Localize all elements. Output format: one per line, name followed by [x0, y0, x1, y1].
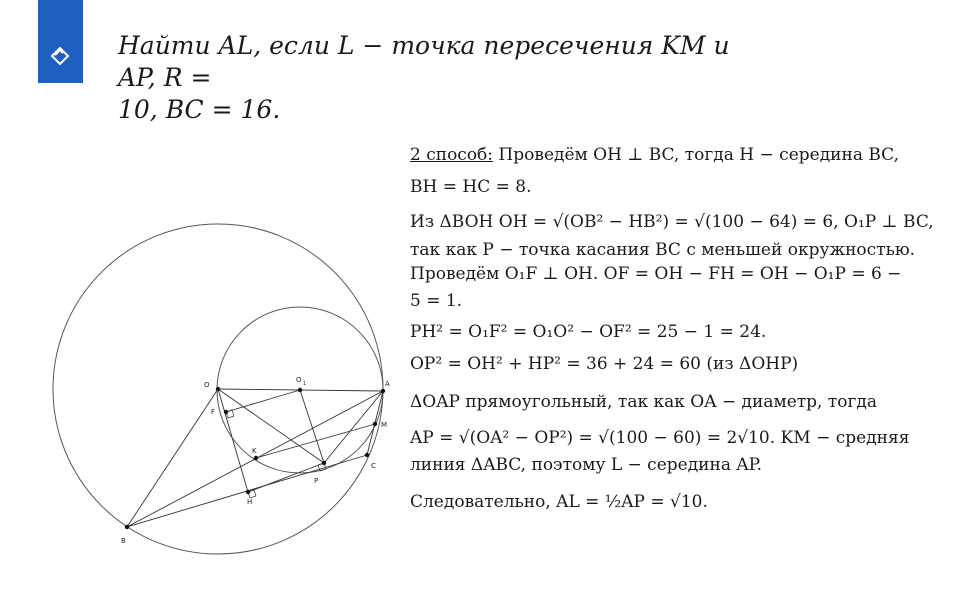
segment-O1P: [300, 390, 324, 463]
method-label: 2 способ:: [410, 145, 494, 165]
segment-O1F: [226, 390, 300, 412]
point-O1: [298, 388, 302, 392]
label-O1: O: [296, 376, 302, 384]
title-line-1: Найти AL, если L − точка пересечения KM и AP, R =: [118, 31, 730, 92]
solution-line-4: так как P − точка касания BC с меньшей окружностью.: [410, 240, 916, 260]
label-P: P: [314, 477, 319, 485]
solution-line-1-rest: Проведём OH ⊥ BC, тогда H − середина BC,: [493, 145, 899, 165]
point-F: [224, 410, 228, 414]
label-A: A: [385, 380, 390, 388]
solution-line-7: PH² = O₁F² = O₁O² − OF² = 25 − 1 = 24.: [410, 322, 767, 342]
label-O: O: [204, 381, 210, 389]
segment-OP: [218, 389, 324, 463]
geometry-diagram: [0, 0, 400, 600]
solution-line-5: Проведём O₁F ⊥ OH. OF = OH − FH = OH − O₁P = 6 −: [410, 264, 902, 284]
point-A: [381, 389, 385, 393]
label-C: C: [371, 462, 376, 470]
solution-line-11: линия ΔABC, поэтому L − середина AP.: [410, 455, 763, 475]
solution-line-12: Следовательно, AL = ½AP = √10.: [410, 492, 708, 512]
point-P: [322, 461, 326, 465]
solution-line-10: AP = √(OA² − OP²) = √(100 − 60) = 2√10. KM − средняя: [410, 428, 910, 448]
segment-OB: [127, 389, 218, 527]
label-H: H: [247, 498, 253, 506]
point-C: [365, 453, 369, 457]
label-B: B: [121, 537, 126, 545]
label-M: M: [381, 421, 388, 429]
point-O: [216, 387, 220, 391]
solution-line-9: ΔOAP прямоугольный, так как OA − диаметр, тогда: [410, 392, 878, 412]
label-K: K: [252, 447, 257, 455]
solution-line-2: BH = HC = 8.: [410, 177, 532, 197]
point-M: [373, 422, 377, 426]
title-line-2: 10, BC = 16.: [118, 95, 281, 124]
segment-KM: [256, 424, 375, 458]
point-B: [125, 525, 129, 529]
solution-line-1: [410, 145, 899, 165]
solution-line-8: OP² = OH² + HP² = 36 + 24 = 60 (из ΔOHP): [410, 354, 799, 374]
label-O1-subscript: 1: [303, 381, 307, 387]
point-K: [254, 456, 258, 460]
point-H: [246, 490, 250, 494]
label-F: F: [211, 408, 216, 416]
segment-PH: [248, 463, 324, 492]
solution-line-3: Из ΔBOH OH = √(OB² − HB²) = √(100 − 64) = 6, O₁P ⊥ BC,: [410, 212, 934, 232]
solution-line-6: 5 = 1.: [410, 291, 463, 311]
